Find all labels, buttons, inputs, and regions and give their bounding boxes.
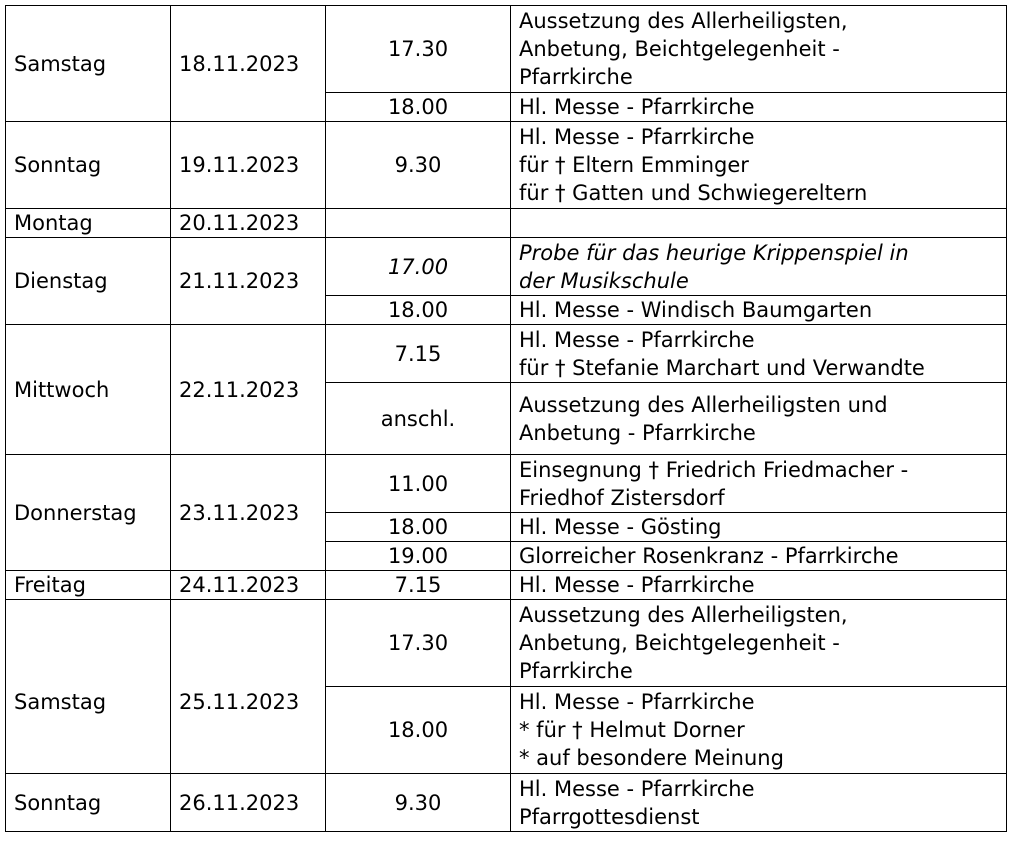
time-cell: 18.00 — [326, 296, 511, 325]
time-cell: 18.00 — [326, 687, 511, 774]
date-cell: 24.11.2023 — [171, 571, 326, 600]
description-line: Hl. Messe - Pfarrkirche — [519, 125, 755, 149]
day-cell: Freitag — [6, 571, 171, 600]
date-cell: 21.11.2023 — [171, 238, 326, 325]
description-line: Anbetung, Beichtgelegenheit - — [519, 631, 840, 655]
day-cell: Sonntag — [6, 774, 171, 832]
description-line: * für † Helmut Dorner — [519, 718, 745, 742]
table-row — [6, 571, 1007, 600]
table-row — [6, 774, 1007, 832]
time-cell: 11.00 — [326, 455, 511, 513]
description-line: Pfarrkirche — [519, 65, 633, 89]
description-line: der Musikschule — [519, 268, 689, 293]
table-row — [6, 209, 1007, 238]
time-cell: 7.15 — [326, 571, 511, 600]
time-cell: anschl. — [326, 383, 511, 455]
table-row — [6, 6, 1007, 93]
time-cell: 7.15 — [326, 325, 511, 383]
description-line: für † Eltern Emminger — [519, 153, 749, 177]
description-cell — [511, 93, 1007, 122]
description-line: Hl. Messe - Pfarrkirche — [519, 776, 755, 801]
description-line: Aussetzung des Allerheiligsten, — [519, 9, 848, 33]
time-cell: 17.30 — [326, 600, 511, 687]
table-row — [6, 122, 1007, 209]
day-cell: Mittwoch — [6, 325, 171, 455]
time-cell — [326, 209, 511, 238]
schedule-table — [5, 5, 1007, 832]
time-cell: 17.00 — [326, 238, 511, 296]
description-line: Anbetung - Pfarrkirche — [519, 420, 756, 445]
description-line: Aussetzung des Allerheiligsten und — [519, 392, 888, 417]
description-cell — [511, 513, 1007, 542]
description-line: Anbetung, Beichtgelegenheit - — [519, 37, 840, 61]
time-cell: 18.00 — [326, 93, 511, 122]
description-line: Glorreicher Rosenkranz - Pfarrkirche — [519, 544, 899, 568]
table-row — [6, 600, 1007, 687]
description-cell — [511, 571, 1007, 600]
time-cell: 18.00 — [326, 513, 511, 542]
description-cell — [511, 325, 1007, 383]
date-cell: 26.11.2023 — [171, 774, 326, 832]
day-cell: Samstag — [6, 600, 171, 774]
description-cell — [511, 687, 1007, 774]
description-line: Hl. Messe - Pfarrkirche — [519, 95, 755, 119]
description-cell — [511, 296, 1007, 325]
description-line: Hl. Messe - Gösting — [519, 515, 722, 539]
description-cell — [511, 774, 1007, 832]
date-cell: 18.11.2023 — [171, 6, 326, 122]
time-cell: 9.30 — [326, 122, 511, 209]
description-cell — [511, 600, 1007, 687]
description-line: Pfarrgottesdienst — [519, 804, 700, 829]
description-cell — [511, 122, 1007, 209]
day-cell: Donnerstag — [6, 455, 171, 571]
description-cell — [511, 6, 1007, 93]
table-row — [6, 455, 1007, 513]
description-cell — [511, 238, 1007, 296]
day-cell: Samstag — [6, 6, 171, 122]
table-row — [6, 238, 1007, 296]
date-cell: 22.11.2023 — [171, 325, 326, 455]
description-line: für † Stefanie Marchart und Verwandte — [519, 355, 925, 380]
time-cell: 9.30 — [326, 774, 511, 832]
date-cell: 19.11.2023 — [171, 122, 326, 209]
description-line: Hl. Messe - Pfarrkirche — [519, 690, 755, 714]
date-cell: 25.11.2023 — [171, 600, 326, 774]
description-cell — [511, 383, 1007, 455]
description-line: Hl. Messe - Pfarrkirche — [519, 573, 755, 597]
description-cell — [511, 209, 1007, 238]
description-line: Hl. Messe - Pfarrkirche — [519, 327, 755, 352]
description-cell — [511, 455, 1007, 513]
time-cell: 19.00 — [326, 542, 511, 571]
description-line: Probe für das heurige Krippenspiel in — [519, 240, 909, 265]
date-cell: 23.11.2023 — [171, 455, 326, 571]
description-line: Friedhof Zistersdorf — [519, 485, 725, 510]
description-line: Einsegnung † Friedrich Friedmacher - — [519, 457, 909, 482]
description-line: Aussetzung des Allerheiligsten, — [519, 603, 848, 627]
description-line: für † Gatten und Schwiegereltern — [519, 181, 868, 205]
day-cell: Sonntag — [6, 122, 171, 209]
table-row — [6, 325, 1007, 383]
time-cell: 17.30 — [326, 6, 511, 93]
description-line: Pfarrkirche — [519, 659, 633, 683]
day-cell: Dienstag — [6, 238, 171, 325]
description-cell — [511, 542, 1007, 571]
day-cell: Montag — [6, 209, 171, 238]
description-line: * auf besondere Meinung — [519, 746, 784, 770]
date-cell: 20.11.2023 — [171, 209, 326, 238]
description-line: Hl. Messe - Windisch Baumgarten — [519, 298, 873, 322]
